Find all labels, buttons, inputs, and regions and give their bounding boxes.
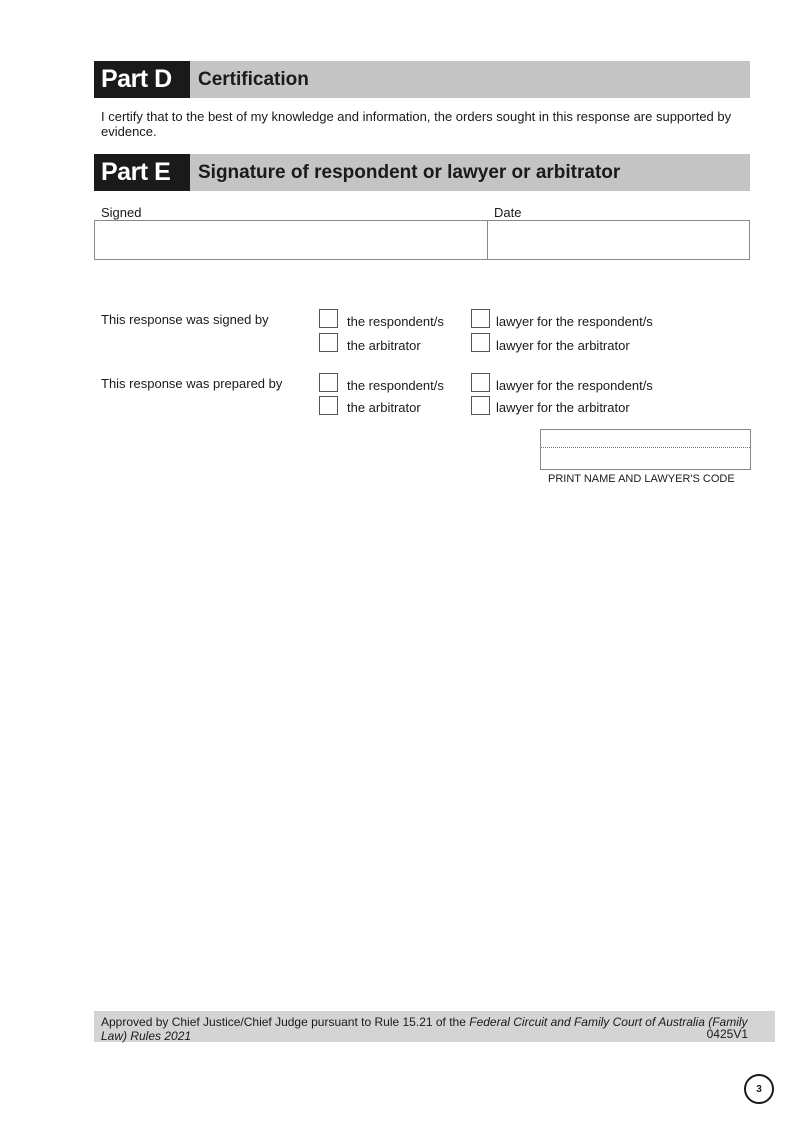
footer-rules-title: Federal Circuit and Family Court of Australia (Family Law) Rules 2021 — [101, 1015, 748, 1043]
page-number: 3 — [744, 1074, 774, 1104]
signature-field[interactable] — [94, 220, 488, 260]
part-e-title: Signature of respondent or lawyer or arbitrator — [198, 161, 621, 183]
part-e-header — [94, 154, 750, 191]
part-d-tag: Part D — [94, 61, 190, 98]
part-d-title: Certification — [198, 68, 309, 90]
date-label: Date — [494, 205, 522, 220]
footer-text: Approved by Chief Justice/Chief Judge pursuant to Rule 15.21 of the — [101, 1015, 470, 1029]
certification-text: I certify that to the best of my knowledge and information, the orders sought in this response are supported by evidence. — [101, 109, 732, 139]
date-field[interactable] — [487, 220, 750, 260]
part-e-tag: Part E — [94, 154, 190, 191]
form-code: 0425V1 — [706, 1027, 748, 1041]
prepared-by-label: This response was prepared by — [101, 376, 283, 391]
prepared-by-lawyer-arbitrator-label: lawyer for the arbitrator — [496, 400, 630, 415]
prepared-by-lawyer-arbitrator-checkbox[interactable] — [471, 396, 490, 415]
signed-by-respondent-label: the respondent/s — [347, 314, 444, 329]
prepared-by-arbitrator-checkbox[interactable] — [319, 396, 338, 415]
signed-by-lawyer-arbitrator-checkbox[interactable] — [471, 333, 490, 352]
prepared-by-arbitrator-label: the arbitrator — [347, 400, 421, 415]
signed-by-lawyer-arbitrator-label: lawyer for the arbitrator — [496, 338, 630, 353]
approval-footer — [94, 1011, 775, 1042]
signed-by-arbitrator-label: the arbitrator — [347, 338, 421, 353]
prepared-by-respondent-label: the respondent/s — [347, 378, 444, 393]
prepared-by-lawyer-respondent-label: lawyer for the respondent/s — [496, 378, 653, 393]
signed-label: Signed — [101, 205, 142, 220]
signed-by-lawyer-respondent-checkbox[interactable] — [471, 309, 490, 328]
signed-by-respondent-checkbox[interactable] — [319, 309, 338, 328]
part-d-header — [94, 61, 750, 98]
signed-by-lawyer-respondent-label: lawyer for the respondent/s — [496, 314, 653, 329]
prepared-by-respondent-checkbox[interactable] — [319, 373, 338, 392]
prepared-by-lawyer-respondent-checkbox[interactable] — [471, 373, 490, 392]
print-name-divider — [541, 447, 750, 448]
signed-by-label: This response was signed by — [101, 312, 269, 327]
print-name-caption: PRINT NAME AND LAWYER'S CODE — [548, 473, 735, 485]
signed-by-arbitrator-checkbox[interactable] — [319, 333, 338, 352]
print-name-field[interactable] — [540, 429, 751, 470]
